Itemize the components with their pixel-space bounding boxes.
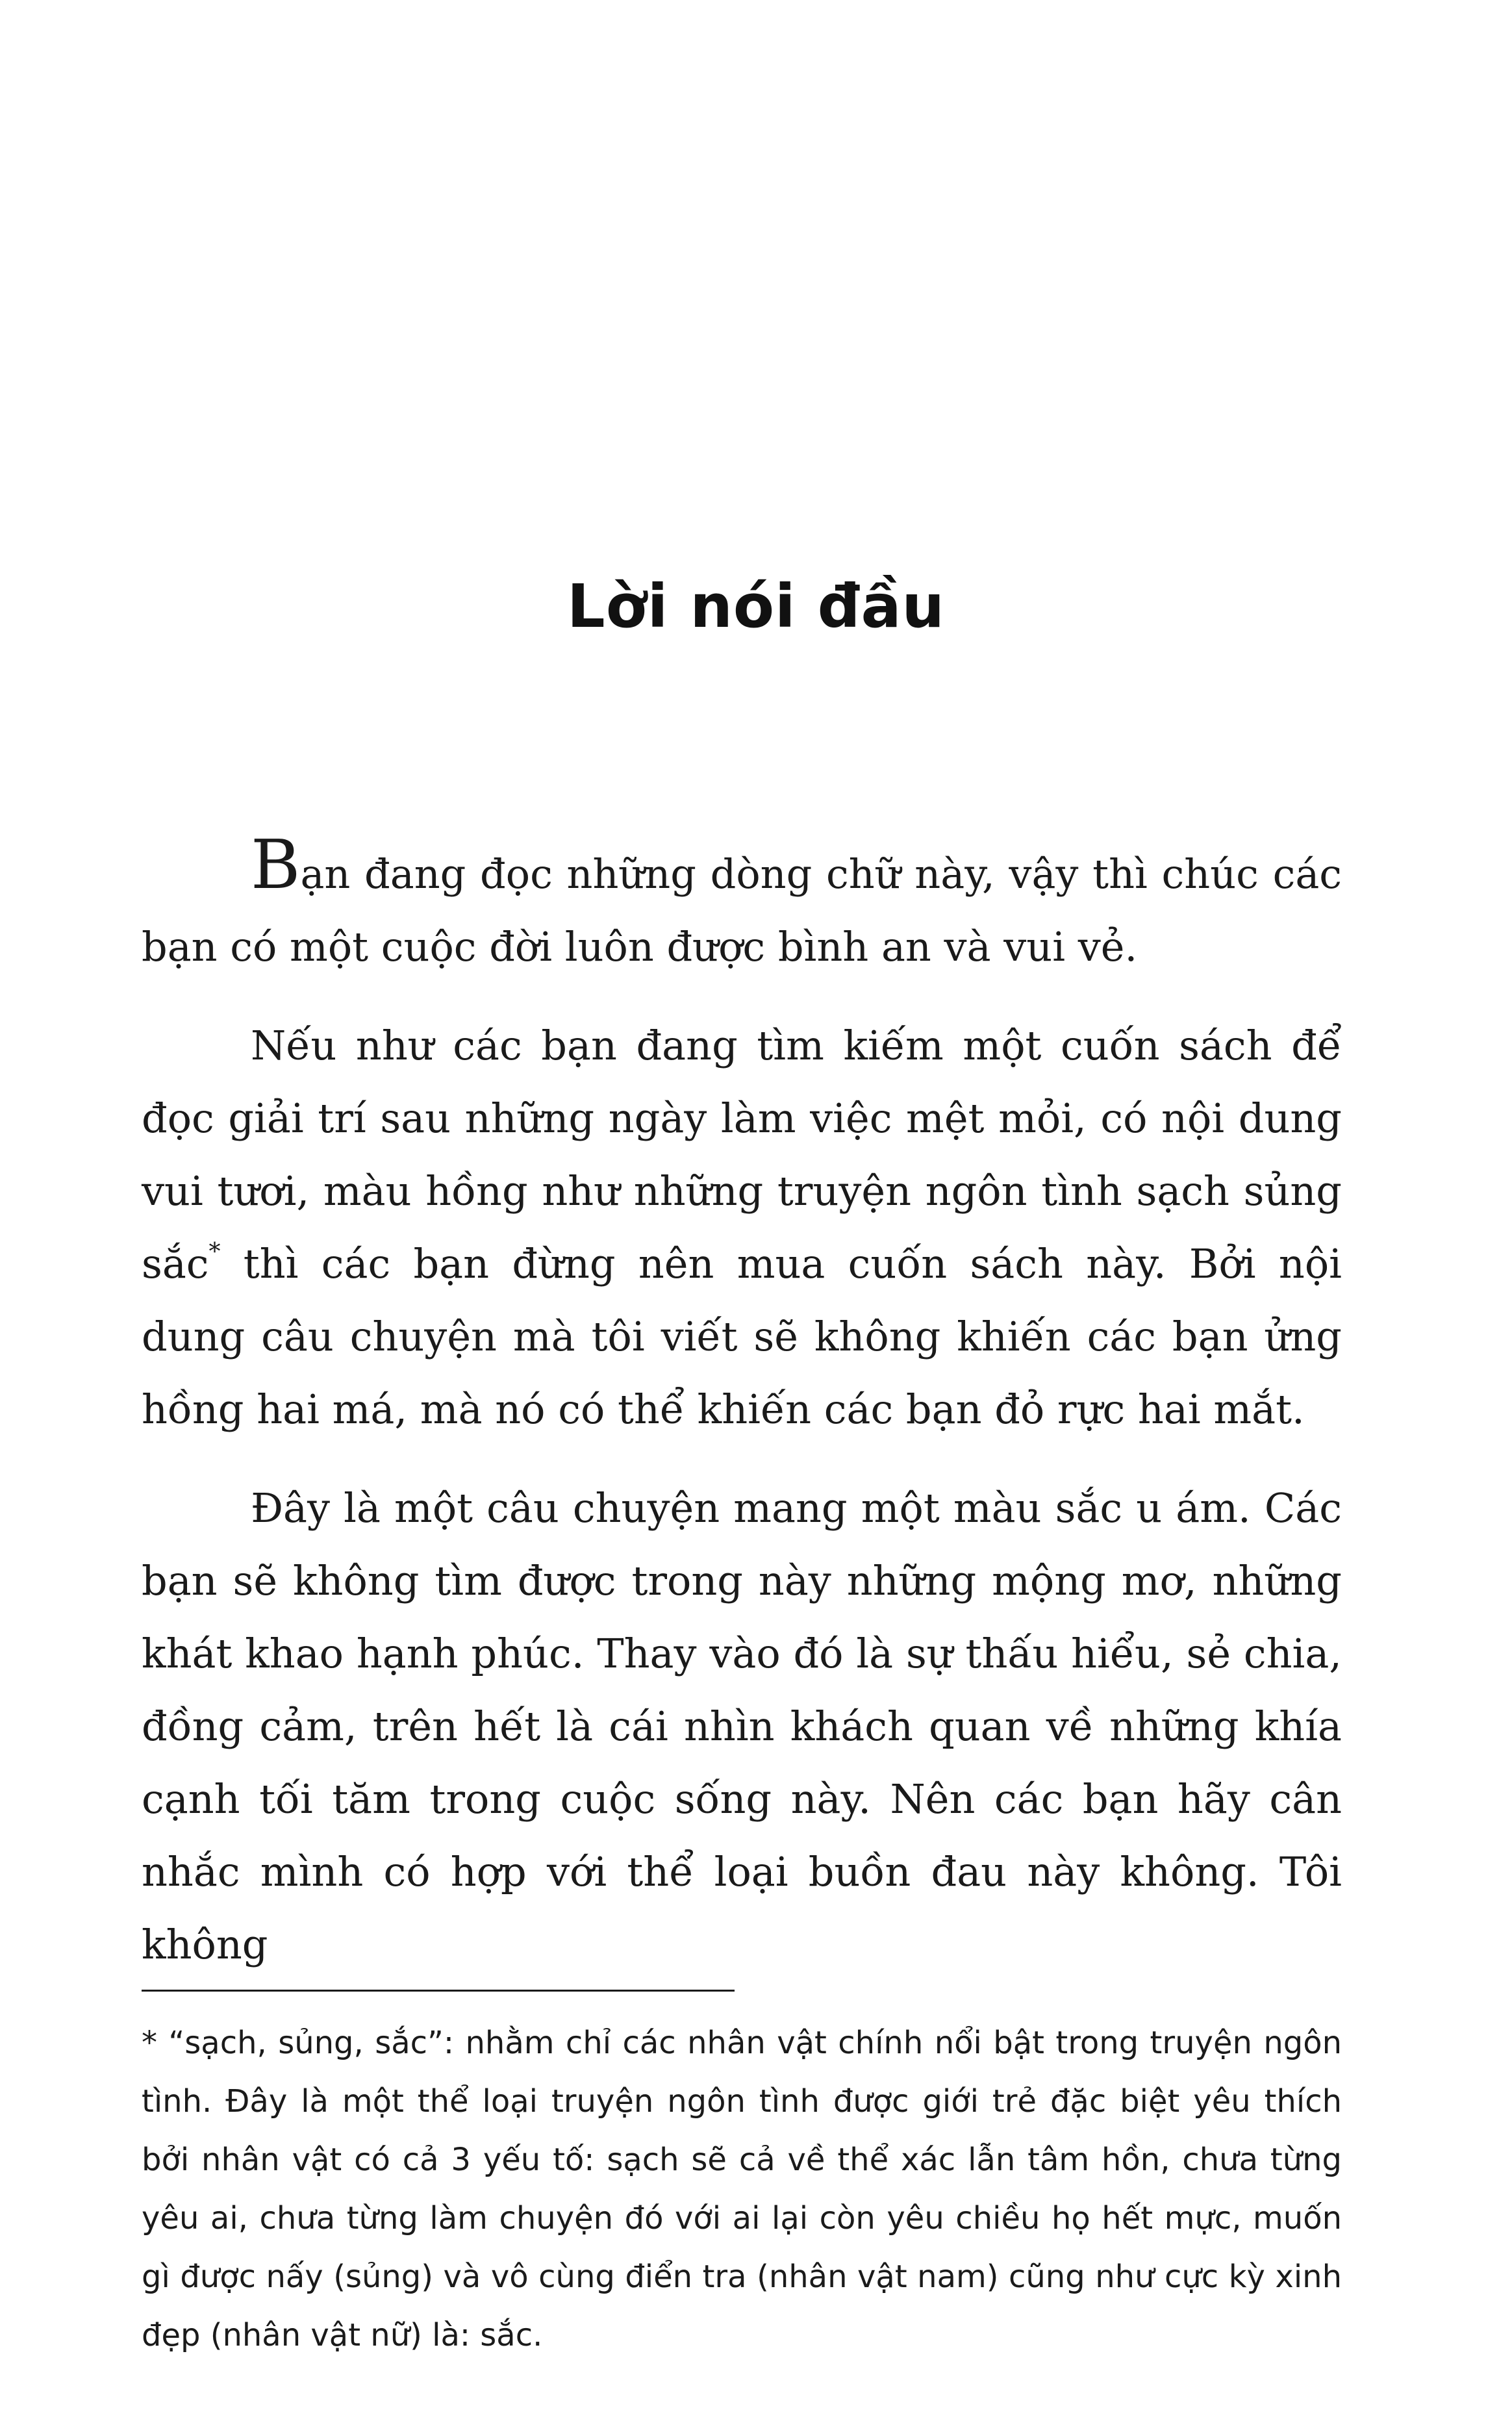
- paragraph-1: [142, 825, 1342, 983]
- page-title: Lời nói đầu: [566, 572, 946, 641]
- body-text: [142, 825, 1342, 2007]
- drop-cap: B: [251, 825, 301, 904]
- paragraph-2-text-end: thì các bạn đừng nên mua cuốn sách này. Bởi nội dung câu chuyện mà tôi viết sẽ không khiến các bạn ửng hồng hai má, mà nó có thể khiến các bạn đỏ rực hai mắt.: [142, 1240, 1342, 1433]
- footnote: * “sạch, sủng, sắc”: nhằm chỉ các nhân vật chính nổi bật trong truyện ngôn tình. Đây là một thể loại truyện ngôn tình được giới trẻ đặc biệt yêu thích bởi nhân vật có cả 3 yếu tố: sạch sẽ cả về thể xác lẫn tâm hồn, chưa từng yêu ai, chưa từng làm chuyện đó với ai lại còn yêu chiều họ hết mực, muốn gì được nấy (sủng) và vô cùng điển tra (nhân vật nam) cũng như cực kỳ xinh đẹp (nhân vật nữ) là: sắc.: [142, 2025, 1342, 2353]
- footnote-marker: *: [208, 1239, 221, 1265]
- paragraph-2: [142, 1009, 1342, 1446]
- paragraph-2-text-start: Nếu như các bạn đang tìm kiếm một cuốn sách để đọc giải trí sau những ngày làm việc mệt mỏi, có nội dung vui tươi, màu hồng như những truyện ngôn tình sạch sủng sắc: [142, 1022, 1342, 1287]
- paragraph-1-text: ạn đang đọc những dòng chữ này, vậy thì chúc các bạn có một cuộc đời luôn được bình an và vui vẻ.: [142, 850, 1342, 970]
- paragraph-3: Đây là một câu chuyện mang một màu sắc u ám. Các bạn sẽ không tìm được trong này những mộng mơ, những khát khao hạnh phúc. Thay vào đó là sự thấu hiểu, sẻ chia, đồng cảm, trên hết là cái nhìn khách quan về những khía cạnh tối tăm trong cuộc sống này. Nên các bạn hãy cân nhắc mình có hợp với thể loại buồn đau này không. Tôi không: [142, 1484, 1342, 1968]
- footnote-divider: [142, 1990, 735, 1992]
